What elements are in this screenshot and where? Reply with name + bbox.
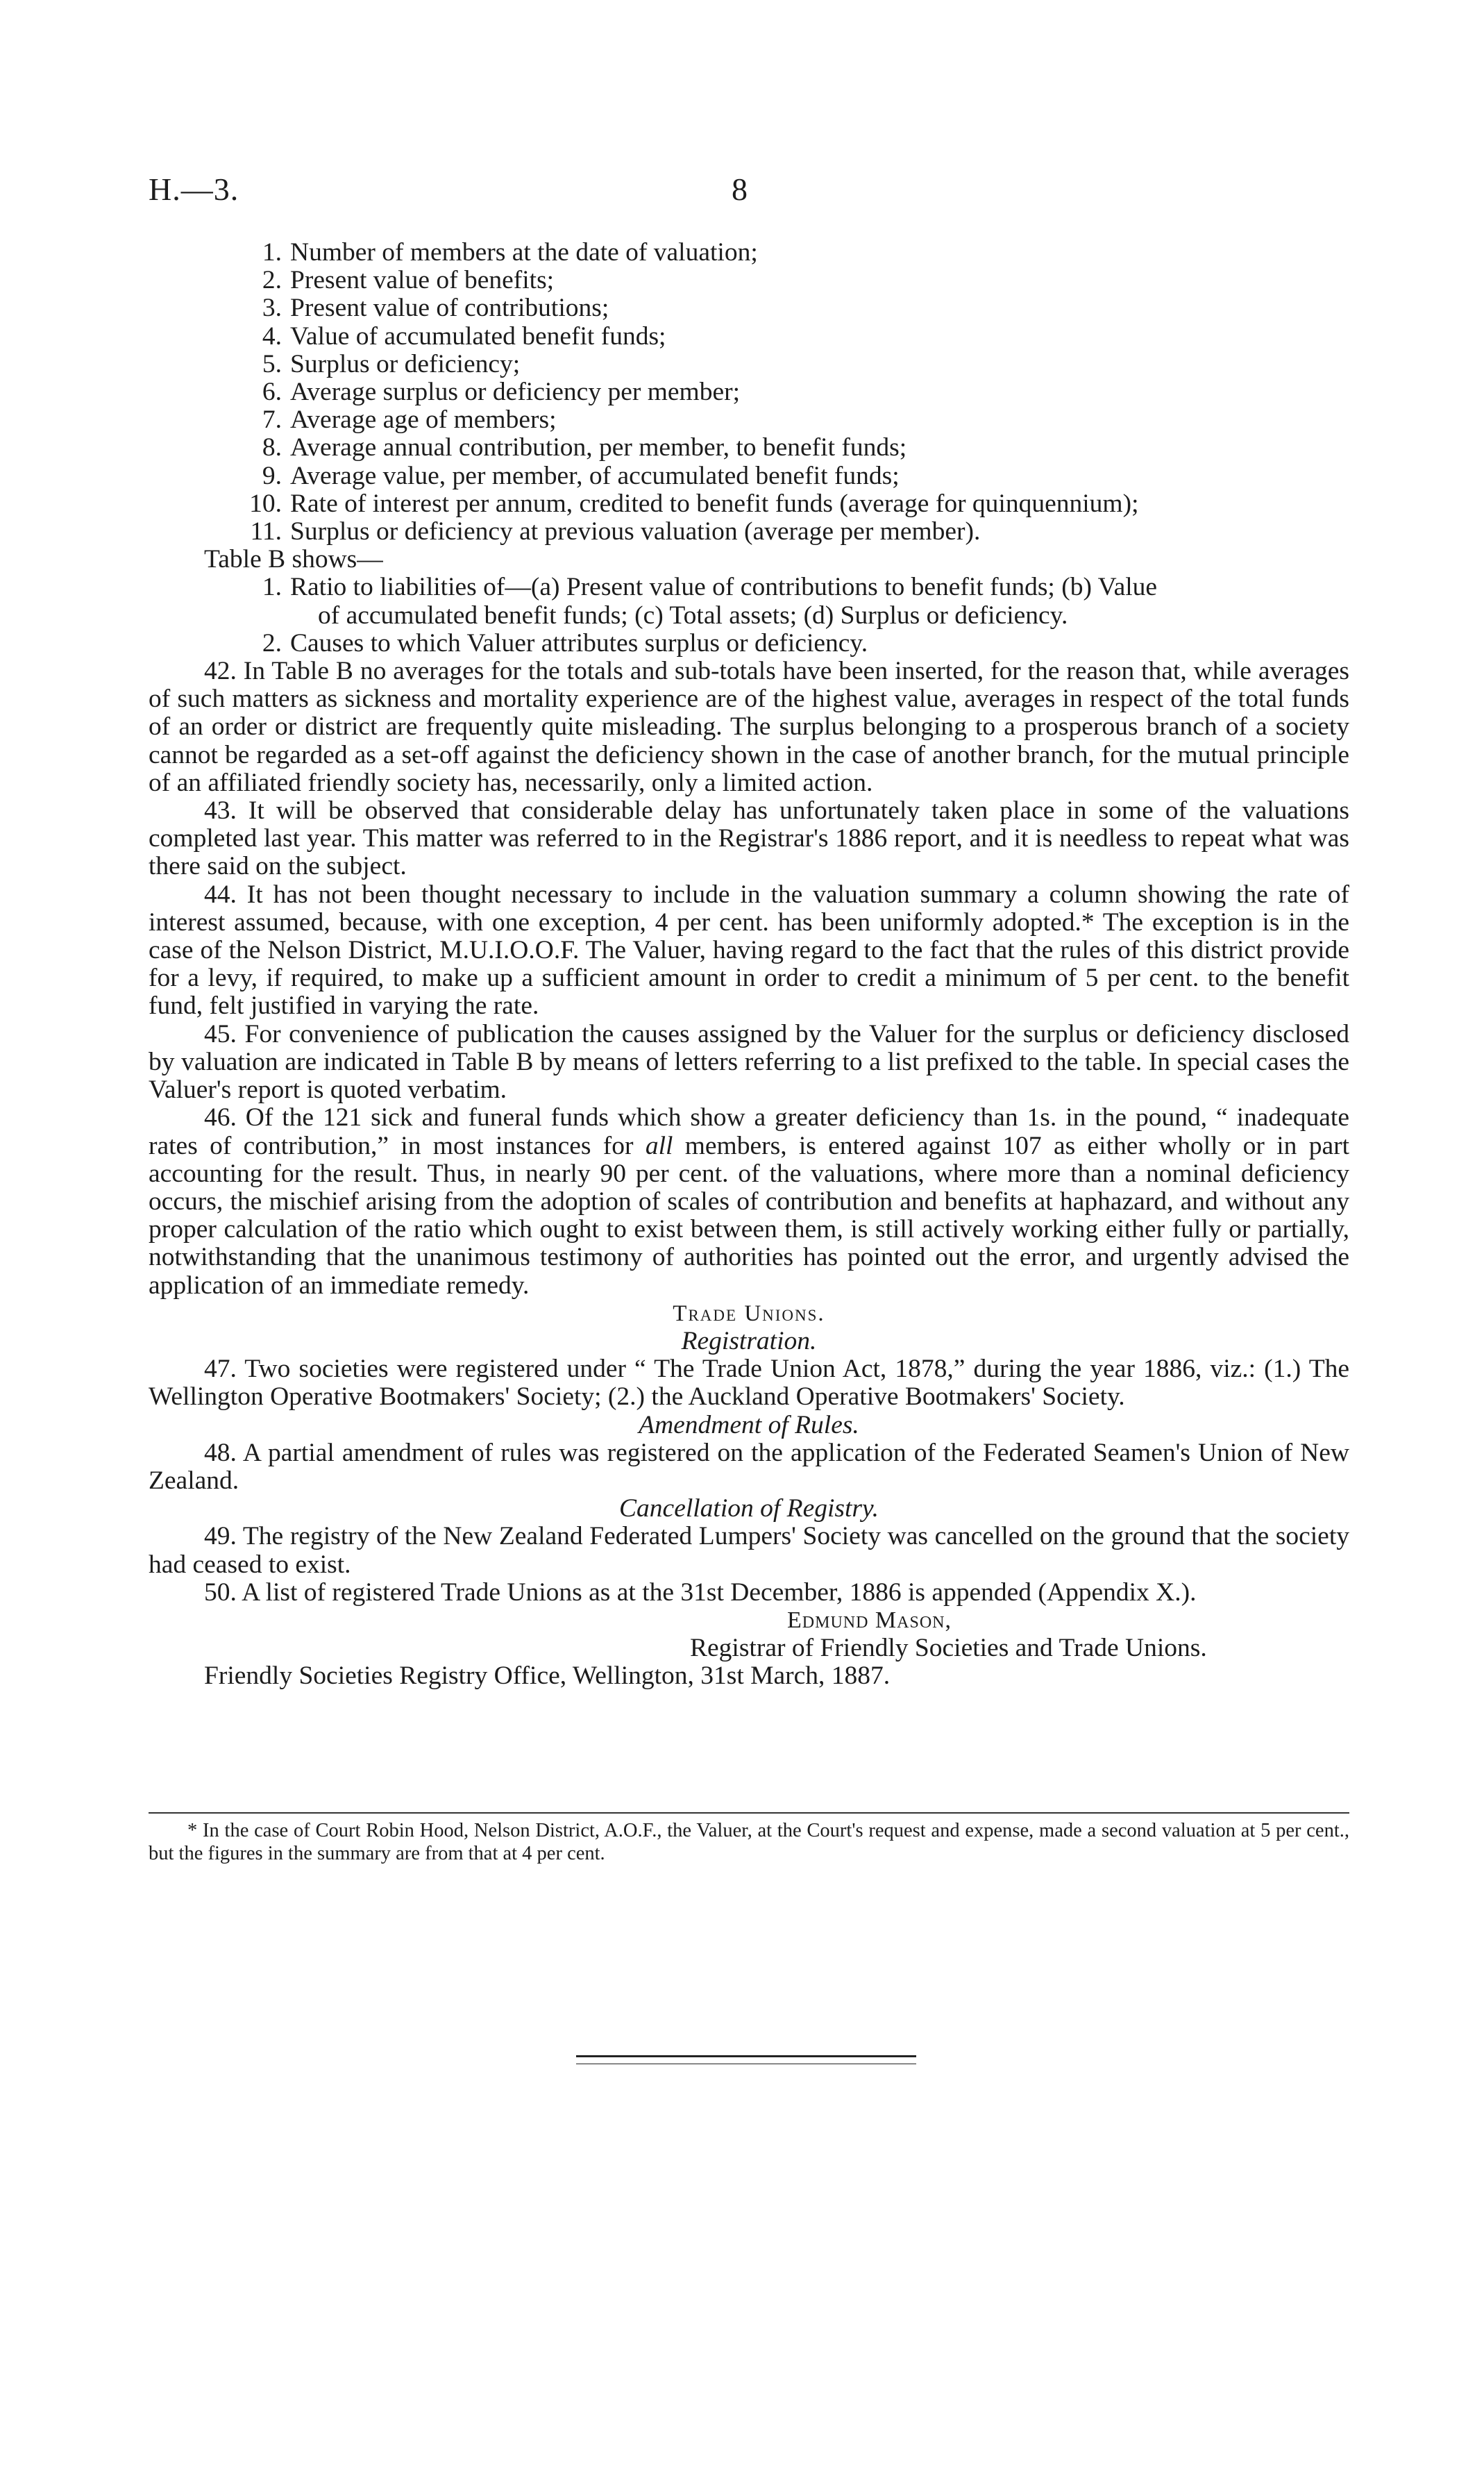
item-number: 3. bbox=[262, 294, 282, 323]
table-b-list bbox=[149, 574, 1349, 658]
list-item bbox=[149, 239, 1349, 267]
document-reference: H.—3. bbox=[149, 171, 239, 207]
item-text: Average value, per member, of accumulated benefit funds; bbox=[290, 461, 900, 490]
item-text: Value of accumulated benefit funds; bbox=[290, 321, 666, 351]
footnote-text: * In the case of Court Robin Hood, Nelson District, A.O.F., the Valuer, at the Court's request and expense, made a second valuation at 5 per cent., but the figures in the summary are from that at 4 per cent. bbox=[149, 1820, 1349, 1864]
paragraph-46-emphasis: all bbox=[645, 1131, 673, 1160]
item-text: Ratio to liabilities of—(a) Present value of contributions to benefit funds; (b) Value bbox=[290, 573, 1158, 602]
item-text: of accumulated benefit funds; (c) Total assets; (d) Surplus or deficiency. bbox=[318, 601, 1068, 630]
item-text: Average age of members; bbox=[290, 405, 557, 435]
list-item bbox=[149, 294, 1349, 322]
list-item bbox=[149, 574, 1349, 601]
item-text: Average surplus or deficiency per member; bbox=[290, 378, 740, 407]
paragraph-44: 44. It has not been thought necessary to include in the valuation summary a column showing the rate of interest assumed, because, with one exception, 4 per cent. has been uniformly adopted.* The exception is in the case of the Nelson District, M.U.I.O.O.F. The Valuer, having regard to the fact that the rules of this district provide for a levy, if required, to make up a sufficient amount in order to credit a minimum of 5 per cent. to the benefit fund, felt justified in varying the rate. bbox=[149, 880, 1349, 1021]
office-and-date: Friendly Societies Registry Office, Wellington, 31st March, 1887. bbox=[204, 1662, 891, 1691]
item-number: 2. bbox=[262, 628, 282, 658]
list-item bbox=[149, 518, 1349, 546]
item-number: 5. bbox=[262, 349, 282, 378]
item-number: 11. bbox=[250, 517, 282, 546]
list-item bbox=[149, 406, 1349, 434]
item-number: 8. bbox=[262, 433, 282, 462]
paragraph-48: 48. A partial amendment of rules was registered on the application of the Federated Seamen's Union of New Zealand. bbox=[149, 1438, 1349, 1495]
item-number: 9. bbox=[262, 461, 282, 490]
page-body bbox=[149, 239, 1349, 1691]
paragraph-43: 43. It will be observed that considerable delay has unfortunately taken place in some of the valuations completed last year. This matter was referred to in the Registrar's 1886 report, and it is needless to repeat what was there said on the subject. bbox=[149, 796, 1349, 881]
item-text: Surplus or deficiency; bbox=[290, 349, 521, 378]
item-number: 1. bbox=[262, 238, 282, 267]
list-item bbox=[149, 434, 1349, 462]
item-number: 2. bbox=[262, 266, 282, 295]
signatory-name: Edmund Mason, bbox=[787, 1607, 952, 1633]
list-item bbox=[149, 630, 1349, 658]
section-heading-trade-unions: Trade Unions. bbox=[673, 1300, 825, 1326]
list-item bbox=[149, 351, 1349, 378]
footnote bbox=[149, 1819, 1349, 1865]
end-rule-thick bbox=[576, 2055, 916, 2057]
item-number: 10. bbox=[249, 489, 282, 518]
paragraph-46 bbox=[149, 1104, 1349, 1299]
paragraph-49: 49. The registry of the New Zealand Federated Lumpers' Society was cancelled on the ground that the society had ceased to exist. bbox=[149, 1522, 1349, 1579]
item-text: Average annual contribution, per member, to benefit funds; bbox=[290, 433, 907, 462]
item-text: Present value of contributions; bbox=[290, 294, 609, 323]
list-item bbox=[149, 323, 1349, 351]
item-number: 7. bbox=[262, 405, 282, 435]
table-a-list bbox=[149, 239, 1349, 546]
paragraph-46-text: 46. Of the 121 sick and funeral funds which show a greater deficiency than 1s. in the pound, “ inadequate rates of contribution,” in most instances for bbox=[149, 1103, 1349, 1160]
paragraph-42: 42. In Table B no averages for the totals and sub-totals have been inserted, for the reason that, while averages of such matters as sickness and mortality experience are of the highest value, averages in respect of the total funds of an order or district are frequently quite misleading. The surplus belonging to a prosperous branch of a society cannot be regarded as a set-off against the deficiency shown in the case of another branch, for the mutual principle of an affiliated friendly society has, necessarily, only a limited action. bbox=[149, 657, 1349, 797]
item-text: Number of members at the date of valuation; bbox=[290, 238, 758, 267]
item-text: Present value of benefits; bbox=[290, 266, 555, 295]
item-number: 4. bbox=[262, 321, 282, 351]
paragraph-50: 50. A list of registered Trade Unions as at the 31st December, 1886 is appended (Appendix X.). bbox=[204, 1578, 1197, 1607]
list-item-continuation bbox=[149, 602, 1349, 630]
table-b-intro: Table B shows— bbox=[204, 545, 383, 574]
item-number: 6. bbox=[262, 378, 282, 407]
item-number: 1. bbox=[262, 573, 282, 602]
paragraph-46-text: members, is entered against 107 as either wholly or in part accounting for the result. Thus, in nearly 90 per cent. of the valuations, where more than a nominal deficiency occurs, the mischief arising from the adoption of scales of contribution and benefits at haphazard, and without any proper calculation of the ratio which ought to exist between them, is still actively working either fully or partially, notwithstanding that the unanimous testimony of authorities has pointed out the error, and urgently advised the application of an immediate remedy. bbox=[149, 1131, 1349, 1300]
footnote-divider bbox=[149, 1812, 1349, 1814]
item-text: Causes to which Valuer attributes surplus or deficiency. bbox=[290, 628, 868, 658]
page-number: 8 bbox=[732, 171, 748, 207]
subheading-amendment: Amendment of Rules. bbox=[639, 1410, 859, 1439]
signatory-title: Registrar of Friendly Societies and Trade Unions. bbox=[690, 1634, 1207, 1663]
item-text: Rate of interest per annum, credited to benefit funds (average for quinquennium); bbox=[290, 489, 1139, 518]
subheading-cancellation: Cancellation of Registry. bbox=[619, 1494, 879, 1523]
subheading-registration: Registration. bbox=[681, 1326, 817, 1355]
paragraph-45: 45. For convenience of publication the causes assigned by the Valuer for the surplus or deficiency disclosed by valuation are indicated in Table B by means of letters referring to a list prefixed to the table. In special cases the Valuer's report is quoted verbatim. bbox=[149, 1019, 1349, 1105]
list-item bbox=[149, 462, 1349, 490]
list-item bbox=[149, 267, 1349, 294]
list-item bbox=[149, 490, 1349, 518]
list-item bbox=[149, 378, 1349, 406]
item-text: Surplus or deficiency at previous valuation (average per member). bbox=[290, 517, 981, 546]
paragraph-47: 47. Two societies were registered under “ The Trade Union Act, 1878,” during the year 1886, viz.: (1.) The Wellington Operative Bootmakers' Society; (2.) the Auckland Operative Bootmakers' Society. bbox=[149, 1355, 1349, 1412]
